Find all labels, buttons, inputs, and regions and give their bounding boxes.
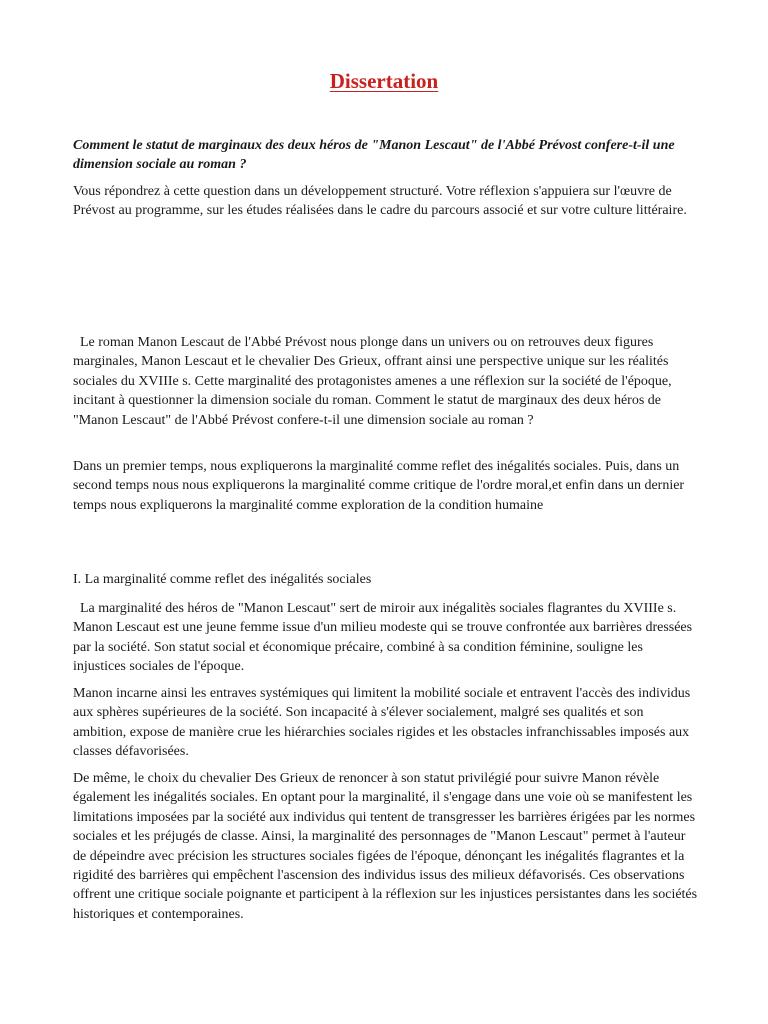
dissertation-question: Comment le statut de marginaux des deux héros de "Manon Lescaut" de l'Abbé Prévost confere-t-il une dimension sociale au roman ? — [73, 138, 675, 173]
document-title: Dissertation — [329, 69, 439, 93]
part-one-paragraph: La marginalité des héros de "Manon Lescaut" sert de miroir aux inégalitès sociales flagrantes du XVIIIe s. Manon Lescaut est une jeune femme issue d'un milieu modeste qui se trouve confrontée aux barrières dressées par la société. Son statut social et économique précaire, combiné à sa condition féminine, souligne les injustices sociales de l'époque. — [73, 601, 696, 675]
part-one-paragraph: Manon incarne ainsi les entraves systémiques qui limitent la mobilité sociale et entravent l'accès des individus aux sphères supérieures de la société. Son incapacité à s'élever socialement, malgré ses qualités et son ambition, expose de manière crue les hiérarchies sociales rigides et les obstacles infranchissables imposés aux classes défavorisées. — [73, 686, 691, 760]
part-one-heading: I. La marginalité comme reflet des inégalités sociales — [73, 572, 372, 587]
part-one-paragraph: De même, le choix du chevalier Des Grieux de renoncer à son statut privilégié pour suivre Manon révèle également les inégalités sociales. En optant pour la marginalité, il s'engage dans une voie où se manifestent les limitations imposées par la société aux individus qui tentent de transgresser les barrières érigées par les normes sociales et les préjugés de classe. Ainsi, la marginalité des personnages de "Manon Lescaut" permet à l'auteur de dépeindre avec précision les structures sociales figées de l'époque, dénonçant les inégalités flagrantes et la rigidité des barrières qui empêchent l'ascension des individus issus des milieux défavorisés. Ces observations offrent une critique sociale poignante et participent à la réflexion sur les injustices persistantes dans les sociétés historiques et contemporaines. — [73, 771, 698, 922]
consigne-paragraph: Vous répondrez à cette question dans un développement structuré. Votre réflexion s'appuiera sur l'œuvre de Prévost au programme, sur les études réalisées dans le cadre du parcours associé et sur votre culture littéraire. — [73, 184, 687, 219]
plan-announcement-paragraph: Dans un premier temps, nous expliquerons la marginalité comme reflet des inégalités sociales. Puis, dans un second temps nous nous expliquerons la marginalité comme critique de l'ordre moral,et enfin dans un dernier temps nous expliquerons la marginalité comme exploration de la condition humaine — [73, 459, 685, 513]
introduction-paragraph: Le roman Manon Lescaut de l'Abbé Prévost nous plonge dans un univers ou on retrouves deux figures marginales, Manon Lescaut et le chevalier Des Grieux, offrant ainsi une perspective unique sur les réalités sociales du XVIIIe s. Cette marginalité des protagonistes amenes a une réflexion sur la société de l'époque, incitant à questionner la dimension sociale du roman. Comment le statut de marginaux des deux héros de "Manon Lescaut" de l'Abbé Prévost confere-t-il une dimension sociale au roman ? — [73, 335, 676, 428]
